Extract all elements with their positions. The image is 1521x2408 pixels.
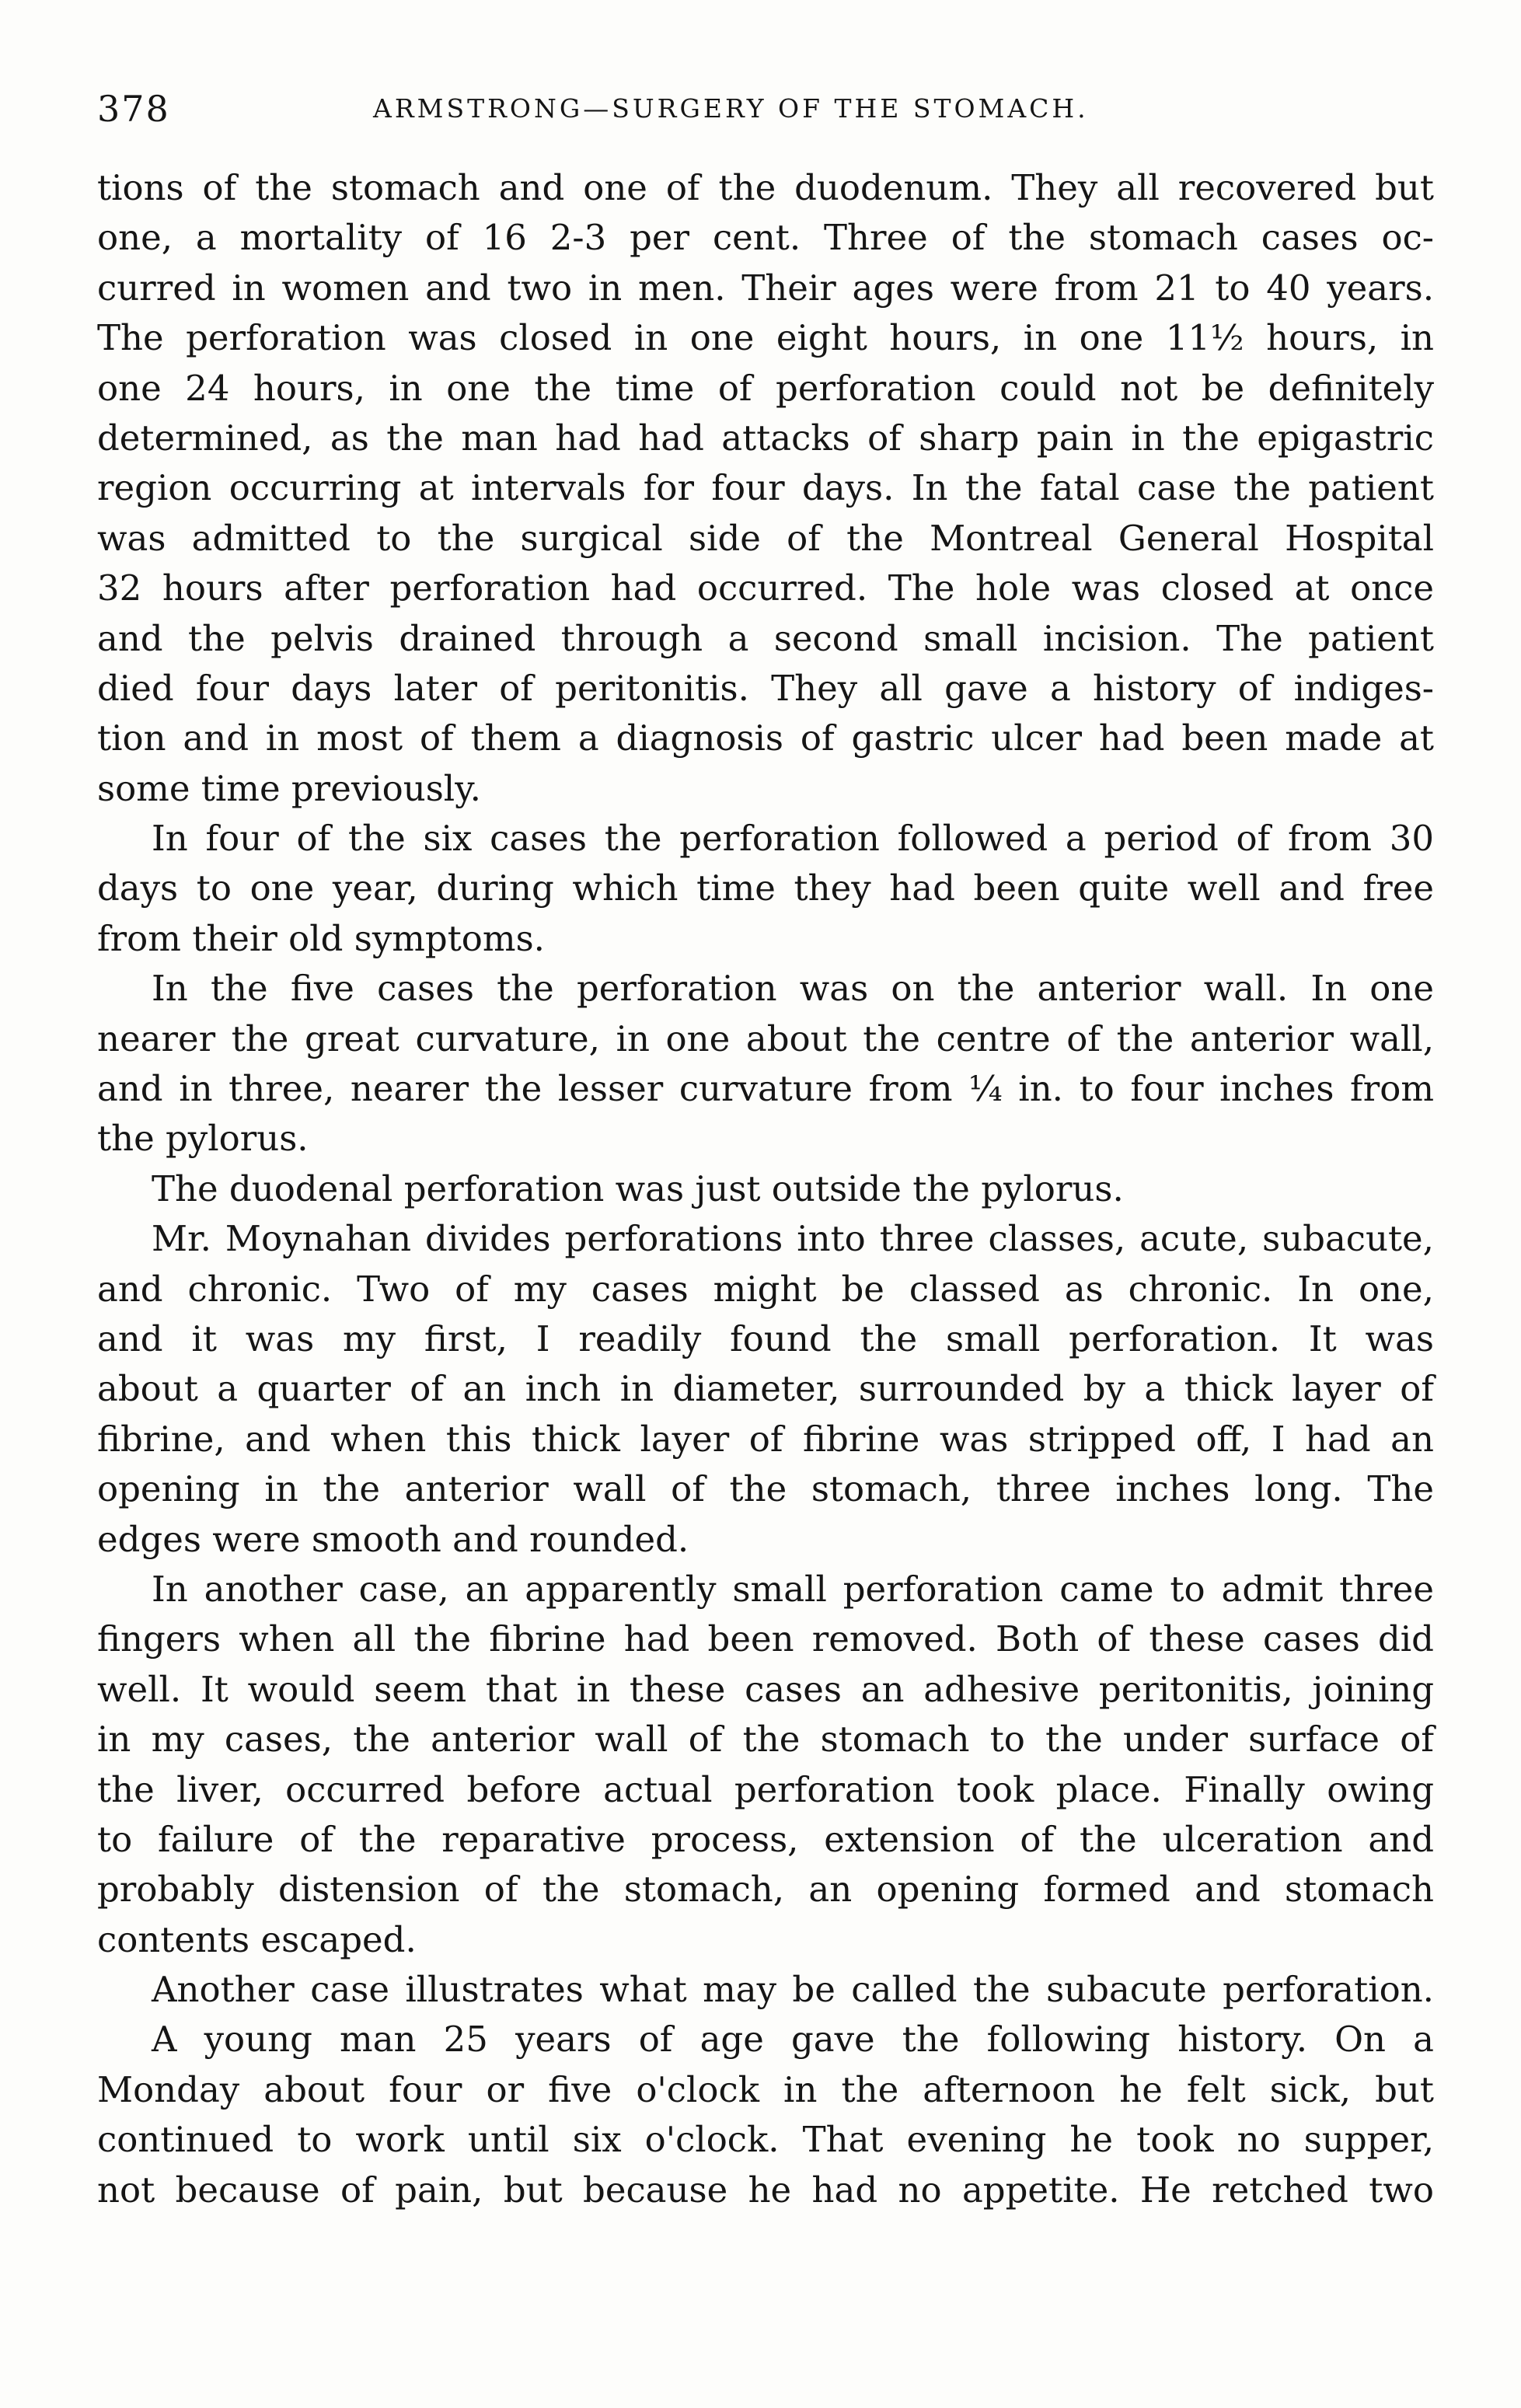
text-line: fingers when all the fibrine had been removed. Both of these cases did bbox=[97, 1618, 1434, 1660]
text-line: fibrine, and when this thick layer of fibrine was stripped off, I had an bbox=[97, 1418, 1434, 1460]
text-line: opening in the anterior wall of the stomach, three inches long. The bbox=[97, 1468, 1434, 1510]
text-line: edges were smooth and rounded. bbox=[97, 1518, 689, 1560]
text-line: about a quarter of an inch in diameter, surrounded by a thick layer of bbox=[97, 1368, 1434, 1410]
text-line: In the five cases the perforation was on the anterior wall. In one bbox=[152, 968, 1434, 1010]
page-number: 378 bbox=[97, 88, 170, 130]
text-line: curred in women and two in men. Their ages were from 21 to 40 years. bbox=[97, 267, 1434, 309]
text-line: Mr. Moynahan divides perforations into three classes, acute, subacute, bbox=[152, 1218, 1434, 1260]
text-line: some time previously. bbox=[97, 767, 481, 809]
text-line: and in three, nearer the lesser curvature from ¼ in. to four inches from bbox=[97, 1068, 1434, 1110]
text-line: one, a mortality of 16 2-3 per cent. Three of the stomach cases oc- bbox=[97, 217, 1434, 259]
text-line: tions of the stomach and one of the duodenum. They all recovered but bbox=[97, 167, 1434, 208]
text-line: determined, as the man had had attacks of sharp pain in the epigastric bbox=[97, 417, 1434, 459]
running-head bbox=[97, 82, 1434, 136]
text-line: tion and in most of them a diagnosis of gastric ulcer had been made at bbox=[97, 717, 1434, 759]
text-line: well. It would seem that in these cases an adhesive peritonitis, joining bbox=[97, 1668, 1434, 1710]
text-line: the liver, occurred before actual perforation took place. Finally owing bbox=[97, 1768, 1434, 1810]
text-line: continued to work until six o'clock. That evening he took no supper, bbox=[97, 2119, 1434, 2161]
text-line: died four days later of peritonitis. They all gave a history of indiges- bbox=[97, 667, 1434, 709]
running-title: ARMSTRONG—SURGERY OF THE STOMACH. bbox=[373, 93, 1089, 124]
text-line: A young man 25 years of age gave the following history. On a bbox=[152, 2019, 1434, 2061]
body-text bbox=[97, 163, 1434, 2215]
text-line: Monday about four or five o'clock in the afternoon he felt sick, but bbox=[97, 2068, 1434, 2110]
text-line: contents escaped. bbox=[97, 1918, 417, 1960]
text-line: In another case, an apparently small perforation came to admit three bbox=[152, 1568, 1434, 1610]
text-line: nearer the great curvature, in one about the centre of the anterior wall, bbox=[97, 1017, 1434, 1059]
text-line: days to one year, during which time they had been quite well and free bbox=[97, 867, 1434, 909]
text-line: region occurring at intervals for four days. In the fatal case the patient bbox=[97, 467, 1434, 509]
text-line: and the pelvis drained through a second small incision. The patient bbox=[97, 617, 1434, 659]
text-line: In four of the six cases the perforation followed a period of from 30 bbox=[152, 818, 1434, 860]
text-line: one 24 hours, in one the time of perforation could not be definitely bbox=[97, 367, 1434, 409]
text-line: the pylorus. bbox=[97, 1118, 309, 1160]
text-line: in my cases, the anterior wall of the stomach to the under surface of bbox=[97, 1719, 1434, 1761]
text-line: 32 hours after perforation had occurred. The hole was closed at once bbox=[97, 567, 1434, 609]
text-line: Another case illustrates what may be called the subacute perforation. bbox=[152, 1969, 1434, 2011]
text-line: The duodenal perforation was just outside the pylorus. bbox=[152, 1167, 1124, 1209]
text-line: and chronic. Two of my cases might be classed as chronic. In one, bbox=[97, 1268, 1434, 1310]
text-line: and it was my first, I readily found the small perforation. It was bbox=[97, 1317, 1434, 1359]
text-line: not because of pain, but because he had no appetite. He retched two bbox=[97, 2169, 1434, 2211]
text-line: from their old symptoms. bbox=[97, 917, 545, 959]
text-line: probably distension of the stomach, an opening formed and stomach bbox=[97, 1869, 1434, 1911]
text-line: to failure of the reparative process, extension of the ulceration and bbox=[97, 1818, 1434, 1860]
text-line: was admitted to the surgical side of the Montreal General Hospital bbox=[97, 517, 1434, 559]
text-line: The perforation was closed in one eight hours, in one 11½ hours, in bbox=[97, 317, 1434, 359]
